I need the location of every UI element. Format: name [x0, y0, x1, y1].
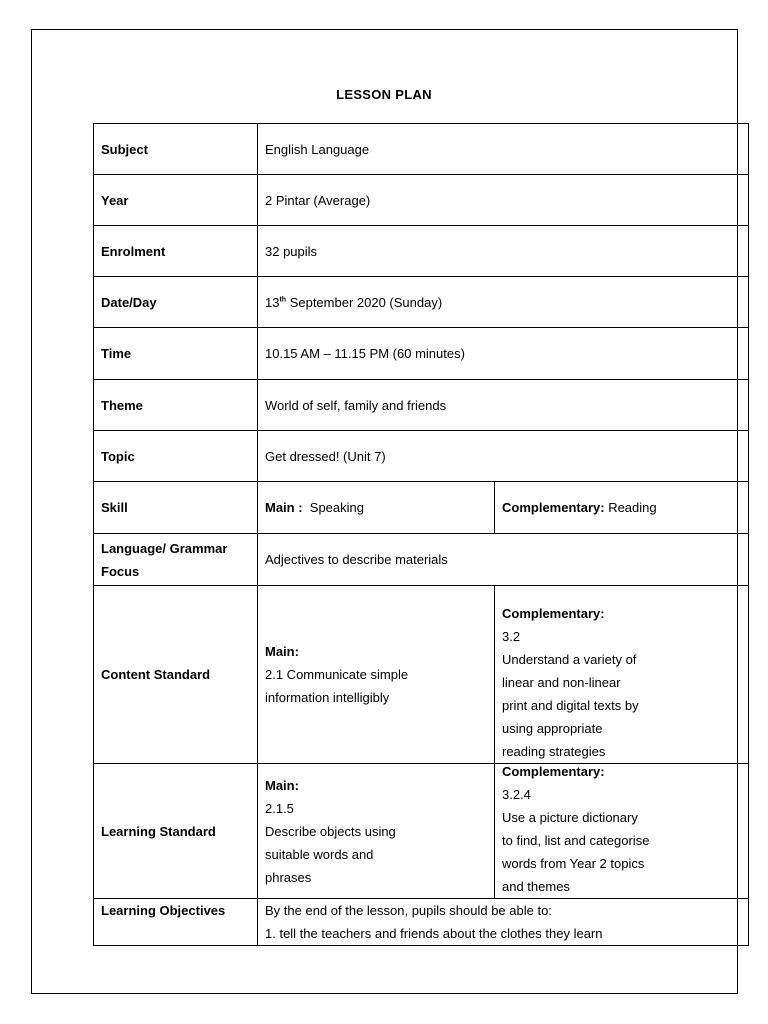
- table-row-content-standard: [94, 586, 749, 764]
- learning-comp-line: words from Year 2 topics: [502, 856, 645, 871]
- enrolment-value: 32 pupils: [258, 226, 749, 277]
- content-comp-label: Complementary:: [502, 606, 605, 621]
- skill-main: [258, 482, 495, 534]
- focus-value: Adjectives to describe materials: [258, 534, 749, 586]
- table-row-enrolment: [94, 226, 749, 277]
- content-standard-label: Content Standard: [94, 586, 258, 764]
- learning-main-line: Describe objects using: [265, 823, 396, 839]
- date-ordinal: th: [279, 296, 287, 304]
- time-label: Time: [94, 328, 258, 380]
- table-row-subject: [94, 124, 749, 175]
- table-row-topic: [94, 431, 749, 482]
- content-comp-line: linear and non-linear: [502, 675, 621, 690]
- skill-main-value: Speaking: [302, 500, 364, 515]
- learning-standard-main: [258, 764, 495, 899]
- learning-comp-line: to find, list and categorise: [502, 833, 650, 848]
- theme-label: Theme: [94, 380, 258, 431]
- content-standard-main: [258, 586, 495, 764]
- table-row-year: [94, 175, 749, 226]
- content-main-line: 2.1 Communicate simple: [265, 667, 409, 682]
- focus-label: Language/ Grammar Focus: [94, 534, 258, 586]
- content-comp-line: Understand a variety of: [502, 652, 637, 667]
- learning-main-line: 2.1.5: [265, 800, 294, 816]
- learning-comp-line: Use a picture dictionary: [502, 810, 638, 825]
- enrolment-label: Enrolment: [94, 226, 258, 277]
- content-comp-line: 3.2: [502, 629, 521, 644]
- objectives-label: Learning Objectives: [94, 899, 258, 946]
- date-value: [258, 277, 749, 328]
- date-day-number: 13: [265, 294, 280, 310]
- table-row-learning-standard: [94, 764, 749, 899]
- learning-standard-complementary: [495, 764, 749, 899]
- table-row-skill: [94, 482, 749, 534]
- topic-value: Get dressed! (Unit 7): [258, 431, 749, 482]
- content-main-line: information intelligibly: [265, 690, 390, 705]
- date-label: Date/Day: [94, 277, 258, 328]
- skill-comp-value: Reading: [604, 500, 657, 515]
- theme-value: World of self, family and friends: [258, 380, 749, 431]
- subject-label: Subject: [94, 124, 258, 175]
- table-row-theme: [94, 380, 749, 431]
- learning-main-line: suitable words and: [265, 846, 374, 862]
- objectives-value: [258, 899, 749, 946]
- content-comp-line: using appropriate: [502, 721, 603, 736]
- lesson-plan-table: [93, 123, 749, 946]
- page-title: LESSON PLAN: [336, 87, 432, 102]
- table-row-focus: [94, 534, 749, 586]
- year-value: 2 Pintar (Average): [258, 175, 749, 226]
- learning-comp-line: 3.2.4: [502, 787, 531, 802]
- learning-main-line: phrases: [265, 869, 312, 885]
- skill-comp-label: Complementary:: [502, 500, 605, 515]
- learning-comp-label: Complementary:: [502, 764, 605, 779]
- table-row-objectives: [94, 899, 749, 946]
- skill-label: Skill: [94, 482, 258, 534]
- content-comp-line: reading strategies: [502, 744, 606, 759]
- learning-main-label: Main:: [265, 777, 299, 793]
- content-standard-complementary: [495, 586, 749, 764]
- skill-main-label: Main :: [265, 500, 303, 515]
- date-rest: September 2020 (Sunday): [286, 294, 443, 310]
- content-comp-line: print and digital texts by: [502, 698, 639, 713]
- topic-label: Topic: [94, 431, 258, 482]
- table-row-time: [94, 328, 749, 380]
- subject-value: English Language: [258, 124, 749, 175]
- table-row-date: [94, 277, 749, 328]
- objectives-line: By the end of the lesson, pupils should be able to:: [265, 903, 552, 918]
- skill-complementary: [495, 482, 749, 534]
- objectives-line: 1. tell the teachers and friends about the clothes they learn: [265, 926, 603, 941]
- content-main-label: Main:: [265, 644, 299, 659]
- year-label: Year: [94, 175, 258, 226]
- learning-comp-line: and themes: [502, 879, 570, 894]
- learning-standard-label: Learning Standard: [94, 764, 258, 899]
- time-value: 10.15 AM – 11.15 PM (60 minutes): [258, 328, 749, 380]
